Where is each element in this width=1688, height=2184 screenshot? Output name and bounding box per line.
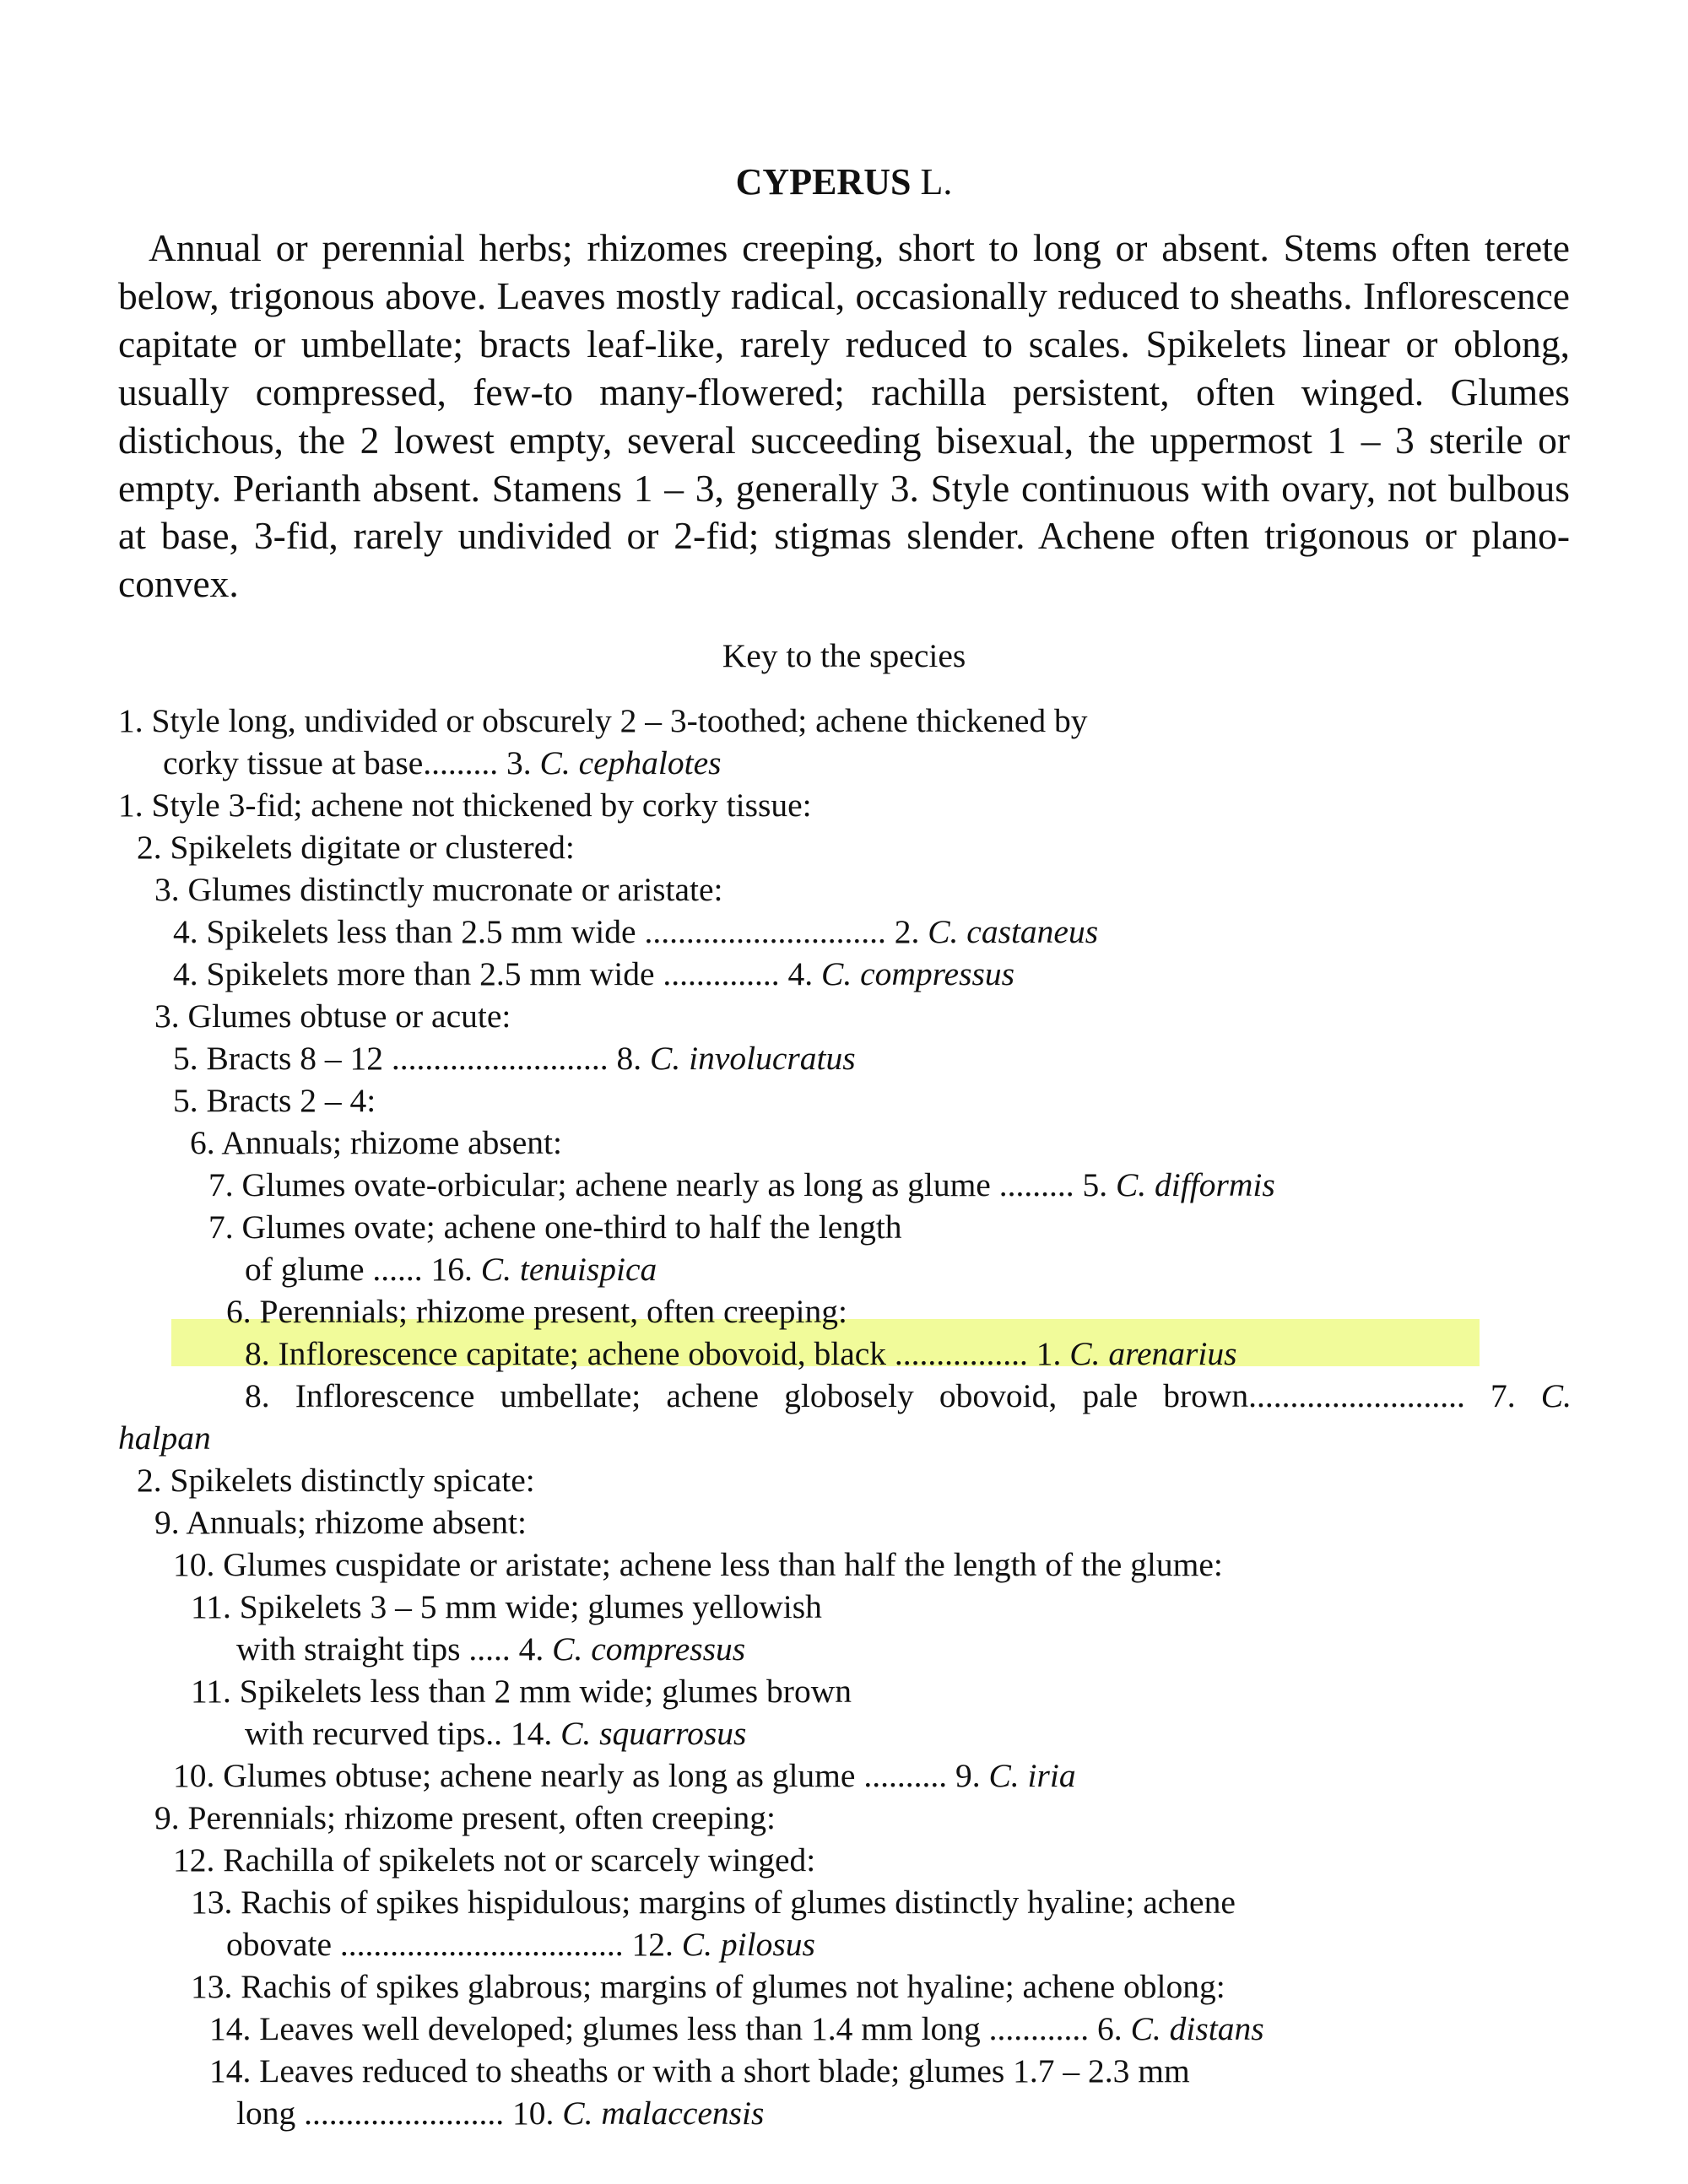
key-line-highlighted: 8. Inflorescence capitate; achene obovoid, black ................ 1. C. arenarius [245, 1335, 1237, 1372]
key-line: 11. Spikelets 3 – 5 mm wide; glumes yellowish [191, 1588, 822, 1625]
key-line: 5. Bracts 8 – 12 .......................... 8. C. involucratus [173, 1040, 856, 1077]
genus-description: Annual or perennial herbs; rhizomes creeping, short to long or absent. Stems often terete below, trigonous above. Leaves mostly radical, occasionally reduced to sheaths. Inflorescence capitate or umbellate; bracts leaf-like, rarely reduced to scales. Spikelets linear or oblong, usually compressed, few-to many-flowered; rachilla persistent, often winged. Glumes distichous, the 2 lowest empty, several succeeding bisexual, the uppermost 1 – 3 sterile or empty. Perianth absent. Stamens 1 – 3, generally 3. Style continuous with ovary, not bulbous at base, 3-fid, rarely undivided or 2-fid; stigmas slender. Achene often trigonous or plano-convex. [118, 226, 1570, 606]
key-line: 3. Glumes distinctly mucronate or aristate: [154, 871, 723, 908]
species-name: C. castaneus [928, 913, 1099, 950]
key-line: 12. Rachilla of spikelets not or scarcely winged: [173, 1841, 816, 1879]
species-name: halpan [118, 1419, 211, 1457]
species-name: C. compressus [820, 955, 1014, 992]
key-line: 4. Spikelets less than 2.5 mm wide ............................. 2. C. castaneus [173, 913, 1099, 950]
key-line: 2. Spikelets distinctly spicate: [137, 1462, 535, 1499]
species-name: C. cephalotes [539, 744, 722, 781]
key-line: 6. Annuals; rhizome absent: [190, 1124, 562, 1161]
species-name: C. tenuispica [480, 1251, 657, 1288]
key-line: 2. Spikelets digitate or clustered: [137, 829, 575, 866]
key-heading: Key to the species [722, 637, 966, 674]
key-line: 6. Perennials; rhizome present, often creeping: [226, 1293, 847, 1330]
species-name: C. pilosus [681, 1926, 815, 1963]
key-line: 11. Spikelets less than 2 mm wide; glumes brown [191, 1673, 852, 1710]
key-line: 13. Rachis of spikes glabrous; margins of glumes not hyaline; achene oblong: [191, 1968, 1225, 2005]
key-line: 1. Style 3-fid; achene not thickened by corky tissue: [118, 787, 812, 824]
species-name: C. [1540, 1377, 1572, 1414]
species-name: C. arenarius [1069, 1335, 1237, 1372]
species-name: C. distans [1130, 2010, 1264, 2047]
species-name: C. squarrosus [560, 1715, 747, 1752]
key-line: 7. Glumes ovate; achene one-third to half the length [208, 1208, 902, 1246]
key-line: 10. Glumes obtuse; achene nearly as long as glume .......... 9. C. iria [173, 1757, 1076, 1794]
key-line: 5. Bracts 2 – 4: [173, 1082, 376, 1119]
key-line: 1. Style long, undivided or obscurely 2 – 3-toothed; achene thickened by [118, 702, 1088, 739]
key-line: 4. Spikelets more than 2.5 mm wide .............. 4. C. compressus [173, 955, 1014, 992]
key-line [118, 1417, 211, 1459]
key-line: 13. Rachis of spikes hispidulous; margins of glumes distinctly hyaline; achene [191, 1884, 1236, 1921]
genus-author: L. [911, 161, 953, 203]
species-name: C. involucratus [650, 1040, 856, 1077]
key-line: 3. Glumes obtuse or acute: [154, 997, 511, 1035]
key-line: with straight tips ..... 4. C. compressus [236, 1630, 746, 1668]
key-line: corky tissue at base......... 3. C. cephalotes [163, 744, 722, 781]
genus-name: CYPERUS [735, 161, 912, 203]
key-line: 9. Annuals; rhizome absent: [154, 1504, 527, 1541]
key-line: 14. Leaves reduced to sheaths or with a short blade; glumes 1.7 – 2.3 mm [209, 2052, 1190, 2089]
species-name: C. malaccensis [562, 2095, 765, 2132]
key-line: 14. Leaves well developed; glumes less than 1.4 mm long ............ 6. C. distans [209, 2010, 1264, 2047]
key-line: obovate .................................. 12. C. pilosus [226, 1926, 815, 1963]
species-name: C. difformis [1115, 1166, 1275, 1203]
key-line: 9. Perennials; rhizome present, often creeping: [154, 1799, 776, 1836]
key-line: 7. Glumes ovate-orbicular; achene nearly as long as glume ......... 5. C. difformis [208, 1166, 1275, 1203]
key-line-justified: 8. Inflorescence umbellate; achene globosely obovoid, pale brown.......................... 7. C. [245, 1375, 1572, 1417]
key-line: long ........................ 10. C. malaccensis [236, 2095, 765, 2132]
key-line: 10. Glumes cuspidate or aristate; achene less than half the length of the glume: [173, 1546, 1223, 1583]
key-line: with recurved tips.. 14. C. squarrosus [245, 1715, 747, 1752]
species-name: C. iria [988, 1757, 1076, 1794]
species-name: C. compressus [552, 1630, 746, 1668]
key-line: of glume ...... 16. C. tenuispica [245, 1251, 657, 1288]
